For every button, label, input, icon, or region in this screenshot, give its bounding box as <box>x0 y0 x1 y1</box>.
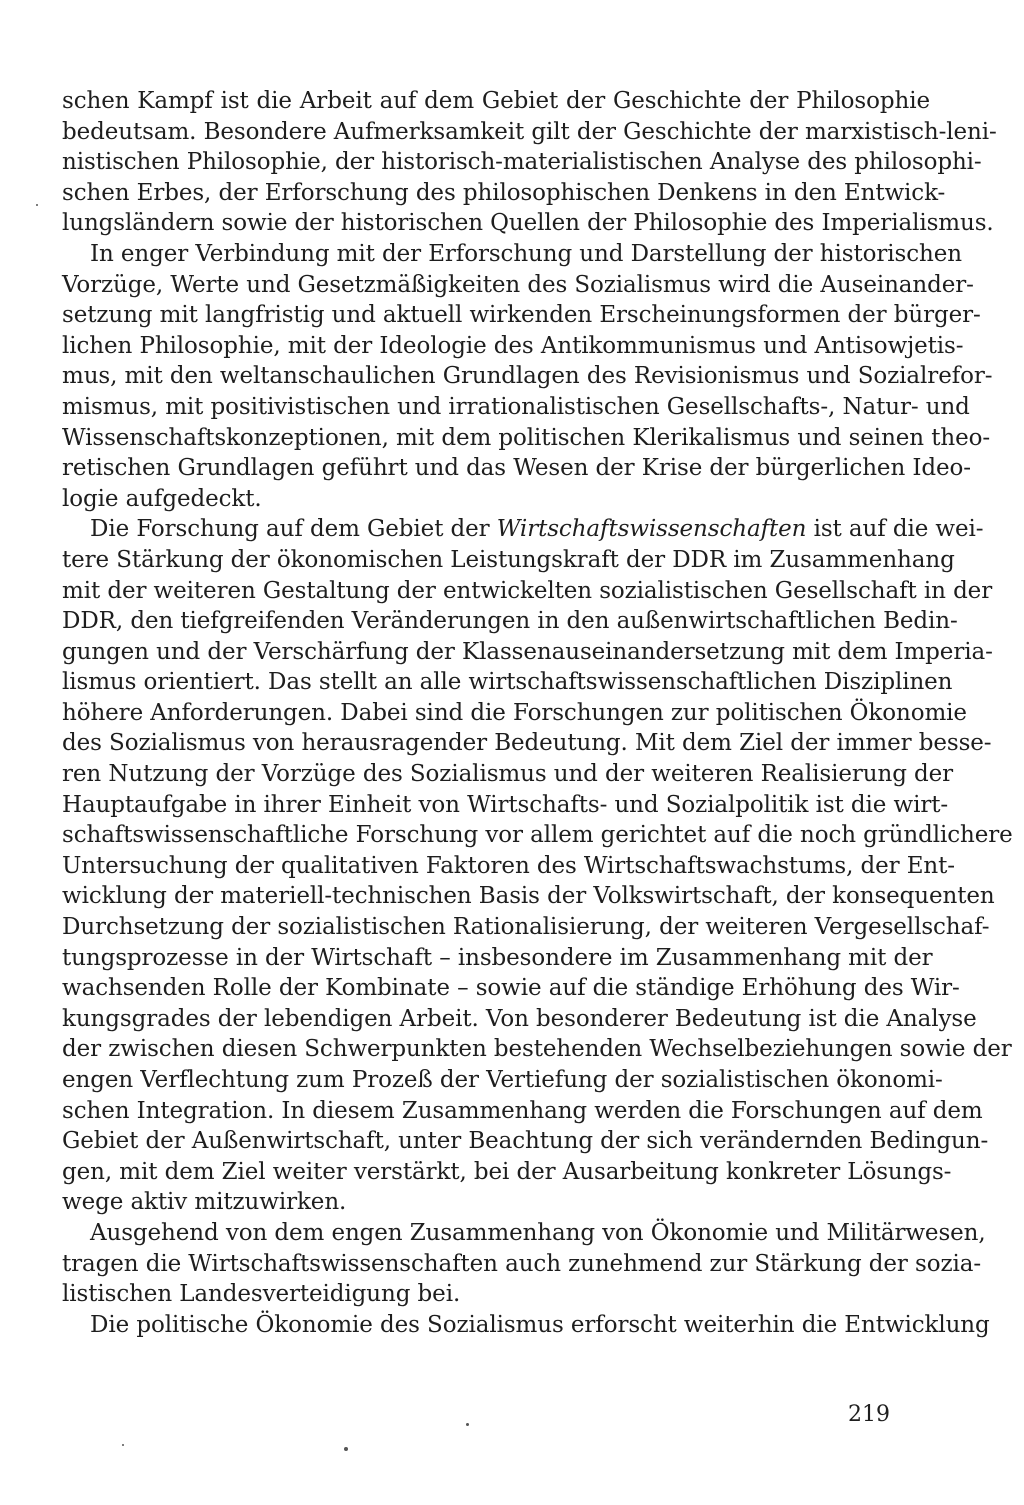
text-line <box>62 943 933 974</box>
text-line <box>62 790 949 821</box>
text-segment: lungsländern sowie der historischen Quellen der Philosophie des Imperialismus. <box>62 210 994 237</box>
text-segment: wege aktiv mitzuwirken. <box>62 1189 347 1216</box>
text-line <box>62 331 964 362</box>
text-segment: schen Integration. In diesem Zusammenhang werden die Forschungen auf dem <box>62 1097 983 1124</box>
print-speck <box>344 1447 348 1451</box>
text-segment: Wissenschaftskonzeptionen, mit dem politischen Klerikalismus und seinen theo- <box>62 424 991 451</box>
page-number: 219 <box>848 1402 890 1427</box>
print-speck <box>466 1423 469 1426</box>
text-line <box>62 667 953 698</box>
text-segment: Durchsetzung der sozialistischen Rationalisierung, der weiteren Vergesellschaf- <box>62 914 990 941</box>
text-line <box>62 698 967 729</box>
text-segment: mismus, mit positivistischen und irrationalistischen Gesellschafts-, Natur- und <box>62 393 970 420</box>
text-segment: mit der weiteren Gestaltung der entwickelten sozialistischen Gesellschaft in der <box>62 577 993 604</box>
text-segment: schaftswissenschaftliche Forschung vor allem gerichtet auf die noch gründlichere <box>62 822 1013 849</box>
text-segment: ist auf die wei- <box>806 516 984 543</box>
text-segment: lismus orientiert. Das stellt an alle wirtschaftswissenschaftlichen Disziplinen <box>62 669 953 696</box>
text-segment: der zwischen diesen Schwerpunkten bestehenden Wechselbeziehungen sowie der <box>62 1036 1012 1063</box>
text-line <box>62 576 993 607</box>
text-segment: wicklung der materiell-technischen Basis der Volkswirtschaft, der konsequenten <box>62 883 995 910</box>
text-line <box>62 117 997 148</box>
text-line <box>62 1310 990 1341</box>
text-line <box>62 147 982 178</box>
text-line <box>62 453 971 484</box>
text-segment: mus, mit den weltanschaulichen Grundlagen des Revisionismus und Sozialrefor- <box>62 363 993 390</box>
text-segment: des Sozialismus von herausragender Bedeutung. Mit dem Ziel der immer besse- <box>62 730 992 757</box>
text-segment: Ausgehend von dem engen Zusammenhang von Ökonomie und Militärwesen, <box>90 1219 986 1246</box>
text-line <box>62 820 1013 851</box>
text-line <box>62 1218 986 1249</box>
text-line <box>62 1187 930 1218</box>
text-segment: setzung mit langfristig und aktuell wirkenden Erscheinungsformen der bürger- <box>62 302 981 329</box>
text-segment: In enger Verbindung mit der Erforschung und Darstellung der historischen <box>90 240 962 267</box>
text-segment: wachsenden Rolle der Kombinate – sowie auf die ständige Erhöhung des Wir- <box>62 975 960 1002</box>
text-segment: gen, mit dem Ziel weiter verstärkt, bei der Ausarbeitung konkreter Lösungs- <box>62 1158 952 1185</box>
text-line <box>62 606 958 637</box>
text-line <box>62 514 984 545</box>
text-segment: Die Forschung auf dem Gebiet der <box>90 516 497 543</box>
text-segment: Untersuchung der qualitativen Faktoren des Wirtschaftswachstums, der Ent- <box>62 852 955 879</box>
text-line <box>62 973 960 1004</box>
print-speck <box>122 1444 124 1446</box>
text-segment: Die politische Ökonomie des Sozialismus erforscht weiterhin die Entwicklung <box>90 1311 990 1338</box>
text-segment: tragen die Wirtschaftswissenschaften auch zunehmend zur Stärkung der sozia- <box>62 1250 982 1277</box>
text-line <box>62 881 995 912</box>
text-segment: retischen Grundlagen geführt und das Wesen der Krise der bürgerlichen Ideo- <box>62 455 971 482</box>
text-line <box>62 270 974 301</box>
text-segment: gungen und der Verschärfung der Klassenauseinandersetzung mit dem Imperia- <box>62 638 993 665</box>
text-line <box>62 912 990 943</box>
text-line <box>62 86 930 117</box>
text-line <box>62 1157 952 1188</box>
text-line <box>62 1065 943 1096</box>
text-segment: lichen Philosophie, mit der Ideologie des Antikommunismus und Antisowjetis- <box>62 332 964 359</box>
text-segment: Hauptaufgabe in ihrer Einheit von Wirtschafts- und Sozialpolitik ist die wirt- <box>62 791 949 818</box>
text-segment: logie aufgedeckt. <box>62 485 262 512</box>
text-line <box>62 1004 977 1035</box>
text-segment: listischen Landesverteidigung bei. <box>62 1281 461 1308</box>
text-segment: tere Stärkung der ökonomischen Leistungskraft der DDR im Zusammenhang <box>62 546 955 573</box>
text-segment: höhere Anforderungen. Dabei sind die Forschungen zur politischen Ökonomie <box>62 699 967 726</box>
text-segment: bedeutsam. Besondere Aufmerksamkeit gilt der Geschichte der marxistisch-leni- <box>62 118 997 145</box>
text-segment: kungsgrades der lebendigen Arbeit. Von besonderer Bedeutung ist die Analyse <box>62 1005 977 1032</box>
text-line <box>62 392 970 423</box>
text-segment: schen Erbes, der Erforschung des philosophischen Denkens in den Entwick- <box>62 179 946 206</box>
body-text <box>62 86 1013 1340</box>
text-line <box>62 239 962 270</box>
text-line <box>62 178 946 209</box>
text-segment: engen Verflechtung zum Prozeß der Vertiefung der sozialistischen ökonomi- <box>62 1067 943 1093</box>
text-segment: nistischen Philosophie, der historisch-materialistischen Analyse des philosophi- <box>62 149 982 176</box>
text-segment: Gebiet der Außenwirtschaft, unter Beachtung der sich verändernden Bedingun- <box>62 1128 989 1155</box>
text-line <box>62 759 954 790</box>
text-line <box>62 1034 1012 1065</box>
text-line <box>62 637 993 668</box>
text-segment: Wirtschaftswissenschaften <box>496 516 807 543</box>
text-line <box>62 851 955 882</box>
print-speck <box>36 204 38 206</box>
text-line <box>62 545 955 576</box>
text-line <box>62 361 993 392</box>
text-line <box>62 484 930 515</box>
text-segment: ren Nutzung der Vorzüge des Sozialismus und der weiteren Realisierung der <box>62 761 954 788</box>
text-segment: schen Kampf ist die Arbeit auf dem Gebiet der Geschichte der Philosophie <box>62 88 930 114</box>
text-line <box>62 1096 983 1127</box>
text-line <box>62 1249 982 1280</box>
text-line <box>62 1279 930 1310</box>
text-line <box>62 1126 989 1157</box>
text-line <box>62 208 994 239</box>
text-segment: DDR, den tiefgreifenden Veränderungen in den außenwirtschaftlichen Bedin- <box>62 608 958 635</box>
text-line <box>62 728 992 759</box>
text-line <box>62 300 981 331</box>
text-segment: Vorzüge, Werte und Gesetzmäßigkeiten des Sozialismus wird die Auseinander- <box>62 271 974 298</box>
text-segment: tungsprozesse in der Wirtschaft – insbesondere im Zusammenhang mit der <box>62 944 933 971</box>
text-line <box>62 423 991 454</box>
